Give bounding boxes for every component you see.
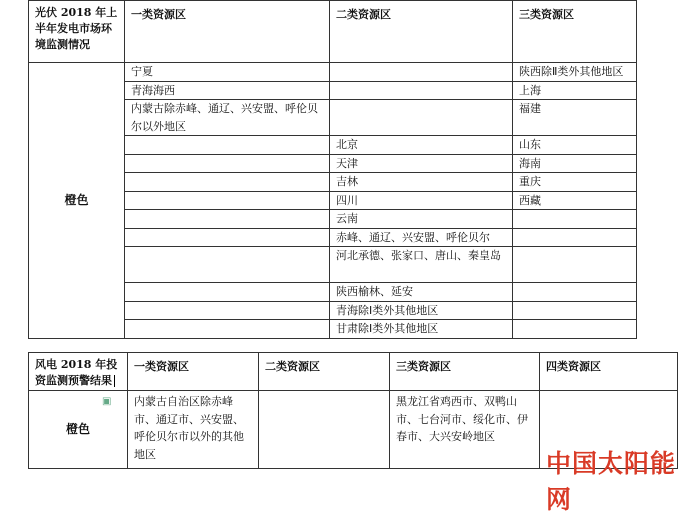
pv-title: 光伏 2018 年上半年发电市场环境监测情况	[29, 1, 125, 63]
pv-c3-r3: 福建	[513, 100, 637, 136]
watermark: 中国太阳能网	[546, 449, 677, 514]
pv-c3-empty	[513, 210, 637, 229]
pv-col-1-header: 一类资源区	[125, 1, 330, 63]
pv-c1-r2: 青海海西	[125, 81, 330, 100]
pv-c2-r7: 河北承德、张家口、唐山、秦皇岛	[330, 247, 513, 283]
text-caret	[114, 375, 115, 387]
pv-c1-empty	[125, 283, 330, 302]
pv-c2-r9: 青海除Ⅰ类外其他地区	[330, 301, 513, 320]
pv-c3-empty	[513, 301, 637, 320]
pv-c1-empty	[125, 154, 330, 173]
wind-c2-empty	[259, 391, 390, 469]
pv-c3-r7: 西藏	[513, 191, 637, 210]
wind-c3: 黑龙江省鸡西市、双鸭山市、七台河市、绥化市、伊春市、大兴安岭地区	[390, 391, 540, 469]
pv-c2-r5: 云南	[330, 210, 513, 229]
pv-c2-empty	[330, 63, 513, 82]
pv-c2-r8: 陕西榆林、延安	[330, 283, 513, 302]
pv-col-2-header: 二类资源区	[330, 1, 513, 63]
pv-c3-r6: 重庆	[513, 173, 637, 192]
pv-c3-r4: 山东	[513, 136, 637, 155]
pv-c2-r1: 北京	[330, 136, 513, 155]
pv-c1-empty	[125, 320, 330, 339]
pv-c2-r2: 天津	[330, 154, 513, 173]
pv-c2-empty	[330, 100, 513, 136]
pv-c3-r5: 海南	[513, 154, 637, 173]
pv-c1-empty	[125, 173, 330, 192]
pv-c1-empty	[125, 210, 330, 229]
wind-c1: ▣ 内蒙古自治区除赤峰市、通辽市、兴安盟、呼伦贝尔市以外的其他地区	[128, 391, 259, 469]
pv-c3-empty	[513, 320, 637, 339]
pv-c2-empty	[330, 81, 513, 100]
wind-status: 橙色	[29, 391, 128, 469]
pv-c1-r1: 宁夏	[125, 63, 330, 82]
paste-options-icon[interactable]: ▣	[102, 396, 112, 407]
pv-c1-empty	[125, 247, 330, 283]
wind-col-1-header: 一类资源区	[128, 353, 259, 391]
wind-col-4-header: 四类资源区	[540, 353, 678, 391]
pv-c2-r3: 吉林	[330, 173, 513, 192]
pv-c3-r1: 陕西除Ⅱ类外其他地区	[513, 63, 637, 82]
pv-table	[28, 0, 637, 339]
pv-col-3-header: 三类资源区	[513, 1, 637, 63]
pv-c3-empty	[513, 283, 637, 302]
wind-col-3-header: 三类资源区	[390, 353, 540, 391]
pv-c2-r4: 四川	[330, 191, 513, 210]
pv-c1-empty	[125, 136, 330, 155]
wind-col-2-header: 二类资源区	[259, 353, 390, 391]
pv-c1-empty	[125, 191, 330, 210]
pv-c1-r3: 内蒙古除赤峰、通辽、兴安盟、呼伦贝尔以外地区	[125, 100, 330, 136]
pv-c2-r6: 赤峰、通辽、兴安盟、呼伦贝尔	[330, 228, 513, 247]
pv-c3-empty	[513, 247, 637, 283]
pv-c2-r10: 甘肃除Ⅰ类外其他地区	[330, 320, 513, 339]
pv-c1-empty	[125, 228, 330, 247]
pv-c3-r2: 上海	[513, 81, 637, 100]
pv-status: 橙色	[64, 192, 89, 207]
pv-c1-empty	[125, 301, 330, 320]
wind-title: 风电 2018 年投资监测预警结果	[29, 353, 128, 391]
pv-c3-empty	[513, 228, 637, 247]
pv-status-cell	[29, 63, 125, 339]
